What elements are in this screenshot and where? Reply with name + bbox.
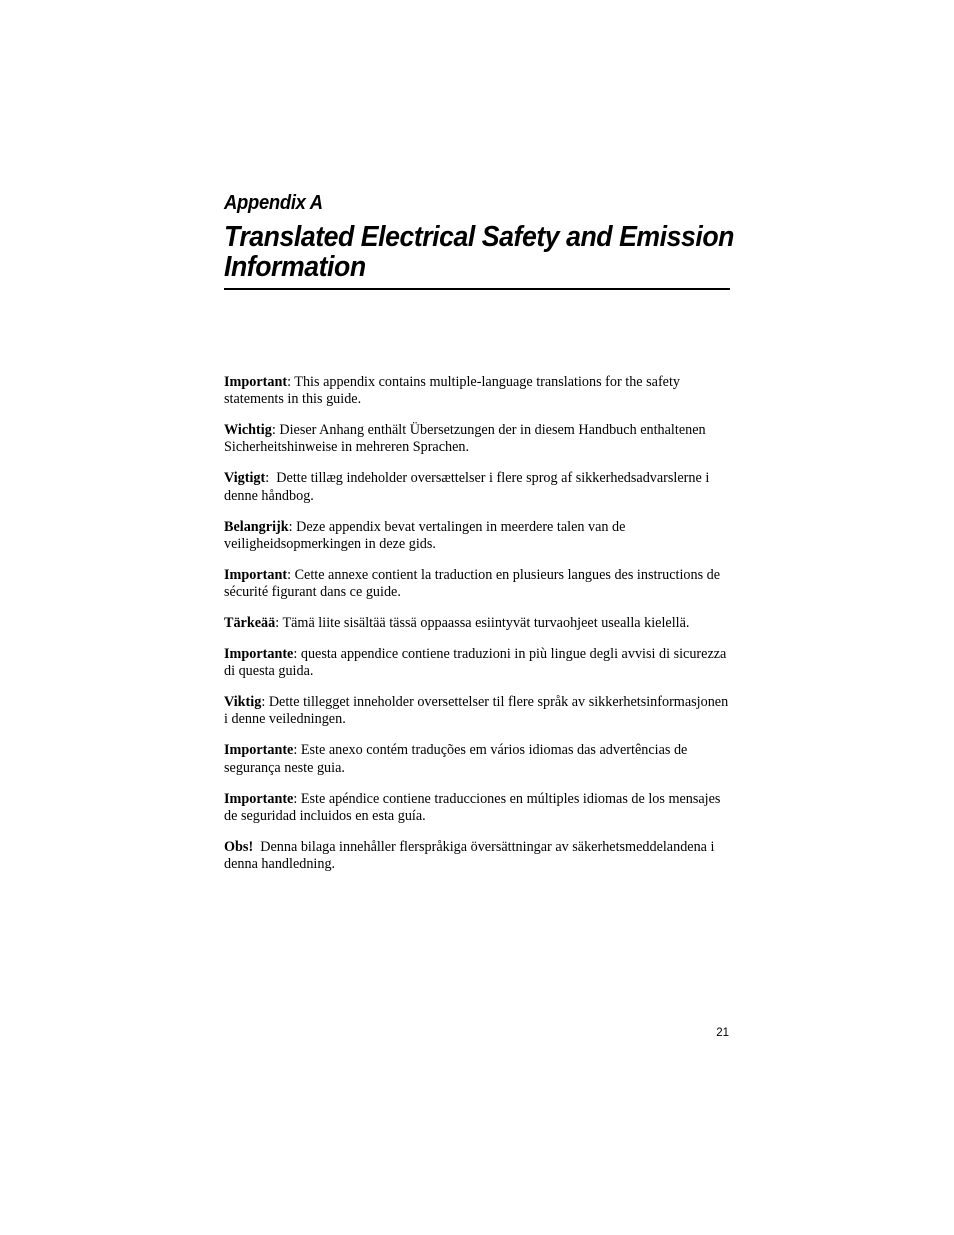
note-french [224, 567, 730, 601]
note-norwegian [224, 694, 730, 728]
note-separator: : [275, 615, 283, 632]
title-rule [224, 288, 730, 290]
note-label: Belangrijk [224, 518, 289, 535]
page-title: Translated Electrical Safety and Emission Information [224, 221, 735, 283]
note-label: Important [224, 566, 288, 583]
note-text: This appendix contains multiple-language translations for the safety statements in this guide. [224, 374, 681, 408]
note-text: Este anexo contém traduções em vários idiomas das advertências de segurança neste guia. [224, 742, 688, 776]
note-text: Dieser Anhang enthält Übersetzungen der in diesem Handbuch enthaltenen Sicherheitshinweise in mehreren Sprachen. [224, 422, 706, 456]
note-text: questa appendice contiene traduzioni in più lingue degli avvisi di sicurezza di questa guida. [224, 646, 727, 680]
note-spanish [224, 791, 730, 825]
note-text: Este apéndice contiene traducciones en múltiples idiomas de los mensajes de seguridad incluidos en esta guía. [224, 790, 721, 824]
note-label: Importante [224, 742, 294, 759]
note-separator: : [265, 470, 277, 487]
note-separator: : [287, 566, 295, 583]
appendix-label: Appendix A [224, 192, 323, 214]
note-separator: : [261, 694, 269, 711]
note-text: Dette tillæg indeholder oversættelser i flere sprog af sikkerhedsadvarslerne i denne håndbog. [224, 470, 710, 504]
note-separator: : [271, 422, 280, 439]
note-finnish [224, 615, 730, 632]
note-separator: : [293, 790, 301, 807]
note-text: Deze appendix bevat vertalingen in meerdere talen van de veiligheidsopmerkingen in deze gids. [224, 518, 626, 552]
note-separator: : [293, 646, 301, 663]
note-separator: : [288, 518, 297, 535]
page-number: 21 [716, 1027, 729, 1039]
note-label: Viktig [224, 694, 262, 711]
note-german [224, 422, 730, 456]
note-english [224, 374, 730, 408]
note-label: Importante [224, 790, 294, 807]
note-label: Important [224, 374, 288, 390]
translated-notes-list [224, 374, 730, 887]
note-text: Denna bilaga innehåller flerspråkiga översättningar av säkerhetsmeddelandena i denna handledning. [224, 838, 715, 873]
note-label: Obs! [224, 838, 254, 855]
note-label: Wichtig [224, 422, 272, 439]
note-label: Vigtigt [224, 470, 266, 487]
note-text: Cette annexe contient la traduction en plusieurs langues des instructions de sécurité figurant dans ce guide. [224, 566, 721, 601]
note-label: Importante [224, 646, 294, 663]
note-label: Tärkeää [224, 615, 276, 632]
note-italian [224, 646, 730, 680]
note-swedish [224, 839, 730, 873]
note-separator: : [293, 742, 301, 759]
note-portuguese [224, 742, 730, 776]
note-danish [224, 470, 730, 504]
note-text: Tämä liite sisältää tässä oppaassa esiintyvät turvaohjeet usealla kielellä. [282, 615, 690, 632]
note-separator: : [287, 374, 295, 390]
note-dutch [224, 519, 730, 553]
note-text: Dette tillegget inneholder oversettelser til flere språk av sikkerhetsinformasjonen i denne veiledningen. [224, 694, 729, 728]
